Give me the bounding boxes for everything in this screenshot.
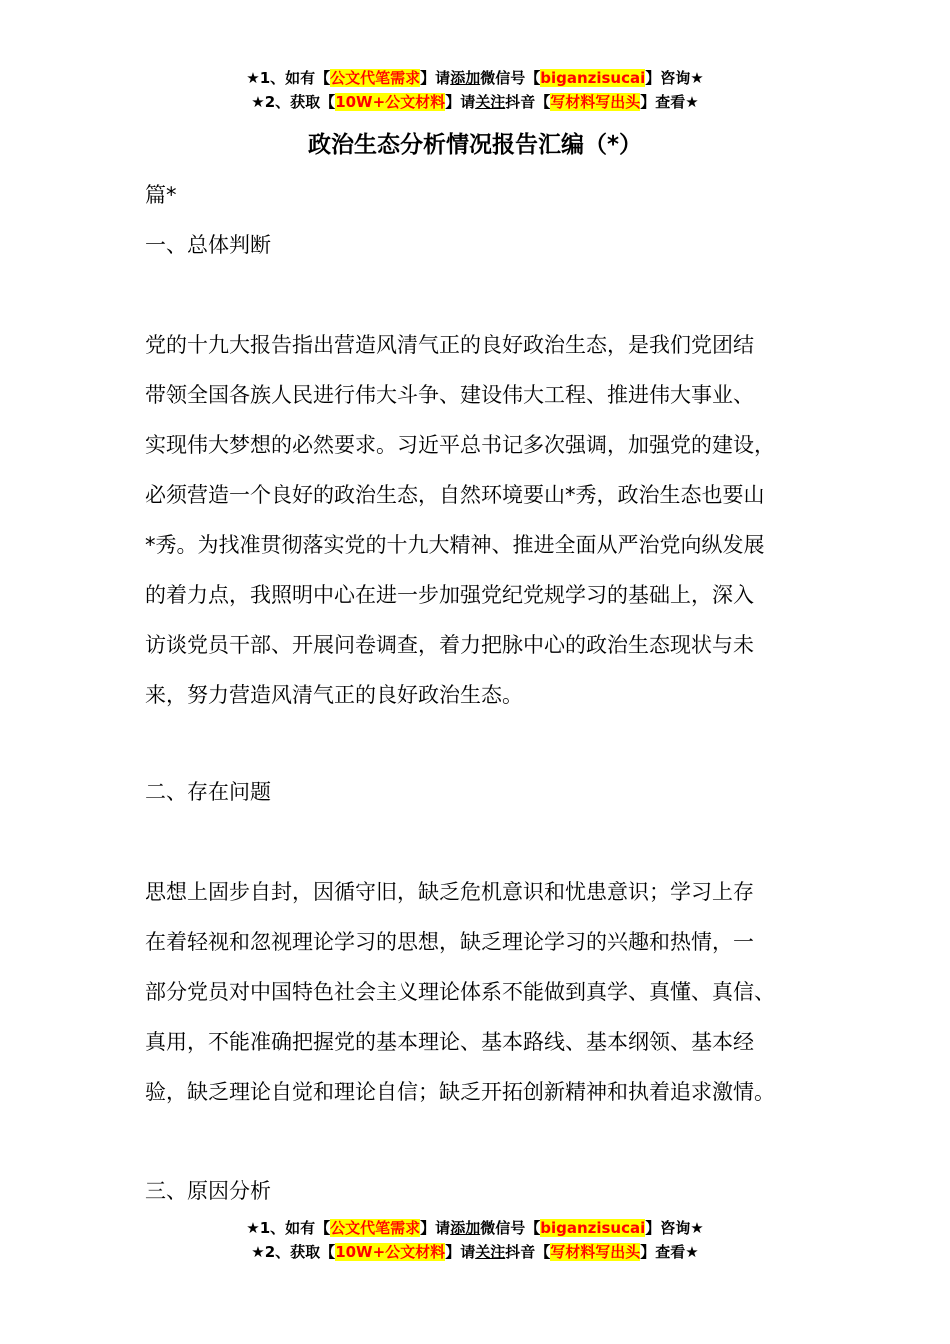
banner-text: 】查看★	[640, 1243, 699, 1261]
banner-highlight: 10W+公文材料	[335, 93, 446, 111]
section-heading-2: 二、存在问题	[145, 780, 271, 804]
section-body-1	[145, 320, 835, 720]
part-label: 篇*	[145, 183, 177, 207]
header-banner	[0, 66, 950, 114]
banner-underlined: 添加	[450, 1219, 481, 1237]
body-line: 带领全国各族人民进行伟大斗争、建设伟大工程、推进伟大事业、	[145, 383, 754, 407]
banner-text: 】请	[420, 1219, 451, 1237]
body-line: 思想上固步自封，因循守旧，缺乏危机意识和忧患意识；学习上存	[145, 880, 754, 904]
banner-text: 微信号【	[480, 69, 541, 87]
banner-highlight: 写材料写出头	[550, 93, 641, 111]
section-body-2	[145, 867, 835, 1117]
body-line: 实现伟大梦想的必然要求。习近平总书记多次强调，加强党的建设，	[145, 433, 775, 457]
body-line: 的着力点，我照明中心在进一步加强党纪党规学习的基础上，深入	[145, 583, 754, 607]
banner-highlight: 公文代笔需求	[330, 1219, 421, 1237]
banner-underlined: 关注	[475, 1243, 506, 1261]
banner-text: 抖音【	[505, 93, 551, 111]
body-line: 部分党员对中国特色社会主义理论体系不能做到真学、真懂、真信、	[145, 980, 775, 1004]
section-heading-3: 三、原因分析	[145, 1179, 271, 1203]
banner-text: 】请	[445, 1243, 476, 1261]
footer-banner	[0, 1216, 950, 1264]
banner-highlight: biganzisucai	[540, 1219, 646, 1237]
body-line: 真用，不能准确把握党的基本理论、基本路线、基本纲领、基本经	[145, 1030, 754, 1054]
banner-line-2	[0, 1240, 950, 1264]
document-title: 政治生态分析情况报告汇编（*）	[307, 132, 643, 158]
banner-highlight: 写材料写出头	[550, 1243, 641, 1261]
banner-text: ★2、获取【	[251, 1243, 336, 1261]
banner-underlined: 关注	[475, 93, 506, 111]
body-line: *秀。为找准贯彻落实党的十九大精神、推进全面从严治党向纵发展	[145, 533, 765, 557]
body-line: 验，缺乏理论自觉和理论自信；缺乏开拓创新精神和执着追求激情。	[145, 1080, 775, 1104]
banner-text: 微信号【	[480, 1219, 541, 1237]
body-line: 访谈党员干部、开展问卷调查，着力把脉中心的政治生态现状与未	[145, 633, 754, 657]
banner-text: ★1、如有【	[246, 69, 331, 87]
banner-text: 】查看★	[640, 93, 699, 111]
banner-underlined: 添加	[450, 69, 481, 87]
banner-text: ★1、如有【	[246, 1219, 331, 1237]
banner-text: 】咨询★	[645, 1219, 704, 1237]
body-line: 必须营造一个良好的政治生态，自然环境要山*秀，政治生态也要山	[145, 483, 765, 507]
banner-line-1	[0, 1216, 950, 1240]
banner-line-2	[0, 90, 950, 114]
banner-line-1	[0, 66, 950, 90]
banner-text: 抖音【	[505, 1243, 551, 1261]
banner-text: 】请	[420, 69, 451, 87]
banner-text: 】请	[445, 93, 476, 111]
banner-highlight: biganzisucai	[540, 69, 646, 87]
body-line: 党的十九大报告指出营造风清气正的良好政治生态，是我们党团结	[145, 333, 754, 357]
body-line: 在着轻视和忽视理论学习的思想，缺乏理论学习的兴趣和热情，一	[145, 930, 754, 954]
banner-highlight: 10W+公文材料	[335, 1243, 446, 1261]
banner-highlight: 公文代笔需求	[330, 69, 421, 87]
section-heading-1: 一、总体判断	[145, 233, 271, 257]
banner-text: 】咨询★	[645, 69, 704, 87]
body-line: 来，努力营造风清气正的良好政治生态。	[145, 683, 523, 707]
banner-text: ★2、获取【	[251, 93, 336, 111]
